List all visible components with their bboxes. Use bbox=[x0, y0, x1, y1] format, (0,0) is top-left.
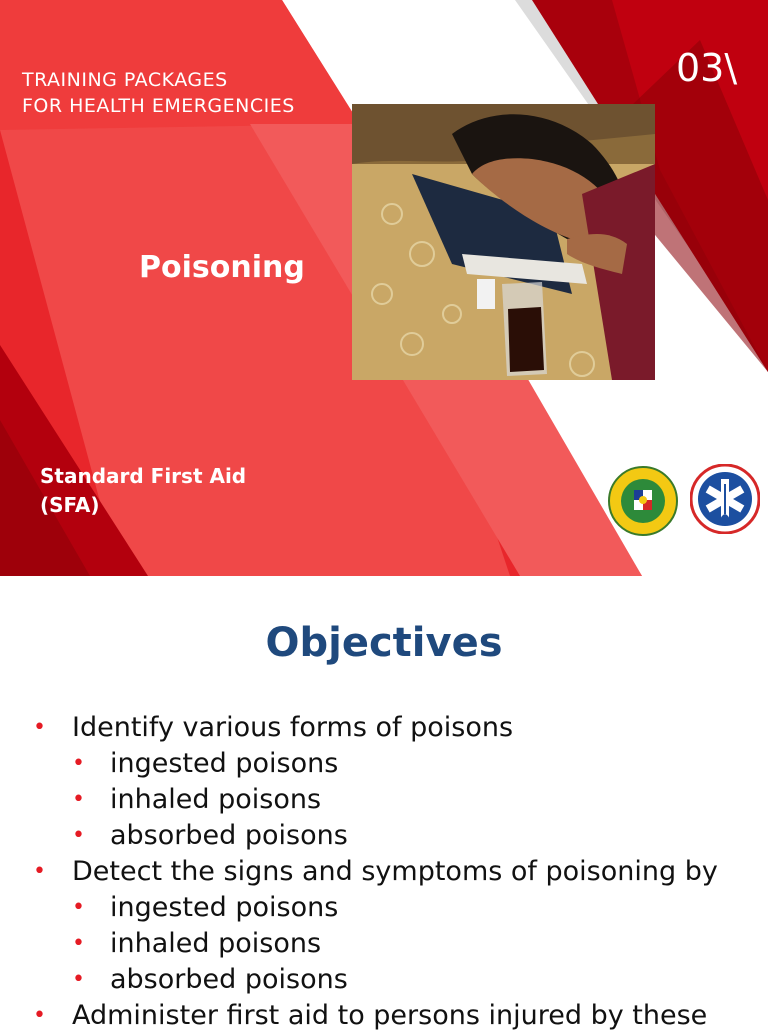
objective-subtext: ingested poisons bbox=[110, 748, 339, 779]
course-line-2: (SFA) bbox=[40, 493, 100, 517]
package-label bbox=[22, 67, 295, 119]
objective-item bbox=[0, 998, 718, 1034]
objective-subitem bbox=[0, 782, 718, 818]
objective-subitem bbox=[0, 962, 718, 998]
objective-text: Identify various forms of poisons bbox=[72, 712, 514, 743]
cover-title: Poisoning bbox=[139, 250, 305, 285]
bullet-icon: • bbox=[72, 787, 85, 812]
objectives-title: Objectives bbox=[265, 620, 503, 666]
objective-subtext: inhaled poisons bbox=[110, 928, 322, 959]
module-number: 03\ bbox=[676, 46, 738, 90]
package-line-2: FOR HEALTH EMERGENCIES bbox=[22, 95, 295, 117]
objective-subitem bbox=[0, 818, 718, 854]
objectives-list bbox=[0, 710, 718, 1034]
bullet-icon: • bbox=[33, 715, 46, 740]
bullet-icon: • bbox=[72, 967, 85, 992]
course-line-1: Standard First Aid bbox=[40, 464, 247, 488]
star-of-life-emblem-logo bbox=[690, 464, 760, 534]
package-line-1: TRAINING PACKAGES bbox=[22, 69, 228, 91]
objective-subitem bbox=[0, 746, 718, 782]
objective-text: Detect the signs and symptoms of poisoning by bbox=[72, 856, 718, 887]
bullet-icon: • bbox=[72, 895, 85, 920]
bullet-icon: • bbox=[33, 1003, 46, 1028]
poisoning-photo bbox=[352, 104, 655, 380]
bullet-icon: • bbox=[72, 931, 85, 956]
objective-subtext: inhaled poisons bbox=[110, 784, 322, 815]
objective-subtext: ingested poisons bbox=[110, 892, 339, 923]
course-label bbox=[40, 462, 246, 520]
bullet-icon: • bbox=[72, 823, 85, 848]
objective-subitem bbox=[0, 890, 718, 926]
department-of-health-seal-logo bbox=[608, 466, 678, 536]
bullet-icon: • bbox=[72, 751, 85, 776]
objective-subitem bbox=[0, 926, 718, 962]
objective-subtext: absorbed poisons bbox=[110, 964, 348, 995]
objective-item bbox=[0, 710, 718, 746]
objective-text: Administer first aid to persons injured by these bbox=[72, 1000, 708, 1031]
objective-item bbox=[0, 854, 718, 890]
objectives-slide bbox=[0, 576, 768, 1031]
objective-subtext: absorbed poisons bbox=[110, 820, 348, 851]
bullet-icon: • bbox=[33, 859, 46, 884]
